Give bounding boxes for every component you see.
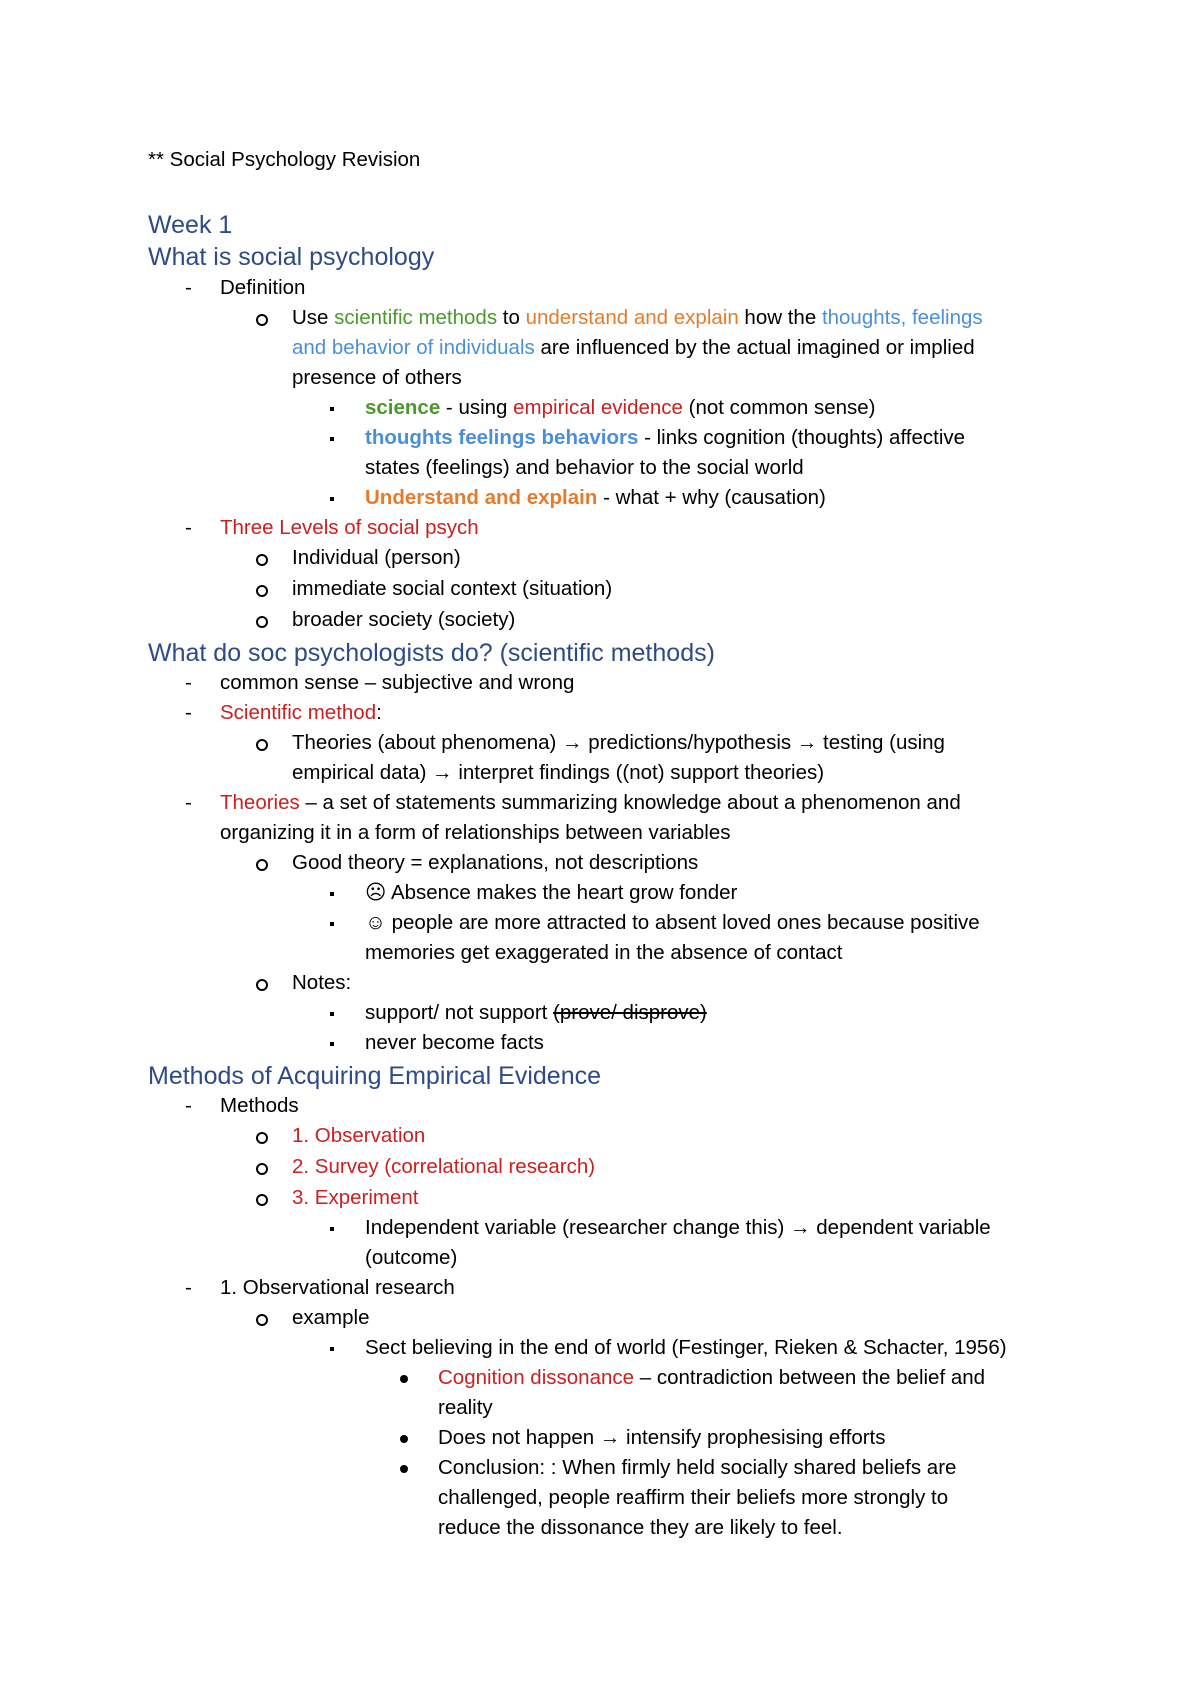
dash-marker: -	[185, 671, 192, 694]
theories-process-line-1: Theories (about phenomena) → predictions/hypothesis → testing (using	[292, 731, 945, 754]
circle-bullet-icon	[256, 1314, 268, 1326]
people-item-line-2: memories get exaggerated in the absence of contact	[365, 941, 843, 964]
circle-bullet-icon	[256, 314, 268, 326]
circle-bullet-icon	[256, 616, 268, 628]
square-bullet-icon	[330, 892, 334, 896]
dnh-item: Does not happen → intensify prophesising efforts	[438, 1426, 886, 1449]
iv-item-line-2: (outcome)	[365, 1246, 458, 1269]
understand-item: Understand and explain - what + why (causation)	[365, 486, 826, 509]
tfb-item-line-1: thoughts feelings behaviors - links cognition (thoughts) affective	[365, 426, 966, 449]
square-bullet-icon	[330, 1012, 334, 1016]
arrow-right-icon: →	[432, 761, 453, 784]
theories-process-line-2: empirical data) → interpret findings ((not) support theories)	[292, 761, 825, 784]
iv-item-line-1: Independent variable (researcher change this) → dependent variable	[365, 1216, 991, 1239]
definition-line-2: and behavior of individuals are influenced by the actual imagined or implied	[292, 336, 975, 359]
example-label: example	[292, 1306, 370, 1329]
observational-research-label: 1. Observational research	[220, 1276, 455, 1299]
people-item-line-1: ☺ people are more attracted to absent loved ones because positive	[365, 911, 980, 934]
dot-bullet-icon	[400, 1375, 408, 1383]
heading-methods: Methods of Acquiring Empirical Evidence	[148, 1062, 602, 1090]
common-sense-item: common sense – subjective and wrong	[220, 671, 575, 694]
arrow-right-icon: →	[562, 731, 583, 754]
definition-line-1: Use scientific methods to understand and explain how the thoughts, feelings	[292, 306, 983, 329]
arrow-right-icon: →	[796, 731, 818, 754]
circle-bullet-icon	[256, 739, 268, 751]
level-item: immediate social context (situation)	[292, 577, 613, 600]
circle-bullet-icon	[256, 1194, 268, 1206]
good-theory-item: Good theory = explanations, not descriptions	[292, 851, 699, 874]
circle-bullet-icon	[256, 979, 268, 991]
level-item: Individual (person)	[292, 546, 461, 569]
tfb-item-line-2: states (feelings) and behavior to the social world	[365, 456, 804, 479]
arrow-right-icon: →	[790, 1216, 811, 1239]
heading-what-do: What do soc psychologists do? (scientific methods)	[148, 639, 715, 667]
square-bullet-icon	[330, 1347, 334, 1351]
conclusion-line-1: Conclusion: : When firmly held socially shared beliefs are	[438, 1456, 957, 1479]
circle-bullet-icon	[256, 1163, 268, 1175]
support-item: support/ not support (prove/ disprove)	[365, 1001, 707, 1024]
cd-item-line-1: Cognition dissonance – contradiction between the belief and	[438, 1366, 986, 1389]
levels-label: Three Levels of social psych	[220, 516, 479, 539]
circle-bullet-icon	[256, 1132, 268, 1144]
circle-bullet-icon	[256, 585, 268, 597]
square-bullet-icon	[330, 1227, 334, 1231]
dot-bullet-icon	[400, 1435, 408, 1443]
sad-face-icon: ☹	[365, 881, 387, 904]
level-item: broader society (society)	[292, 608, 516, 631]
circle-bullet-icon	[256, 859, 268, 871]
dash-marker: -	[185, 791, 192, 814]
dash-marker: -	[185, 1276, 192, 1299]
sect-item: Sect believing in the end of world (Festinger, Rieken & Schacter, 1956)	[365, 1336, 1007, 1359]
square-bullet-icon	[330, 437, 334, 441]
absence-item: ☹ Absence makes the heart grow fonder	[365, 881, 738, 904]
method-item: 1. Observation	[292, 1124, 426, 1147]
heading-week: Week 1	[148, 211, 233, 239]
science-item: science - using empirical evidence (not common sense)	[365, 396, 876, 419]
scientific-method-label: Scientific method:	[220, 701, 382, 724]
square-bullet-icon	[330, 922, 334, 926]
method-item: 3. Experiment	[292, 1186, 419, 1209]
dash-marker: -	[185, 701, 192, 724]
square-bullet-icon	[330, 1042, 334, 1046]
cd-item-line-2: reality	[438, 1396, 493, 1419]
conclusion-line-2: challenged, people reaffirm their beliefs more strongly to	[438, 1486, 949, 1509]
dash-marker: -	[185, 276, 192, 299]
square-bullet-icon	[330, 407, 334, 411]
document-title: ** Social Psychology Revision	[148, 148, 421, 171]
dot-bullet-icon	[400, 1465, 408, 1473]
method-item: 2. Survey (correlational research)	[292, 1155, 596, 1178]
happy-face-icon: ☺	[365, 911, 386, 934]
theories-def-line-1: Theories – a set of statements summarizing knowledge about a phenomenon and	[220, 791, 961, 814]
circle-bullet-icon	[256, 554, 268, 566]
arrow-right-icon: →	[599, 1426, 621, 1449]
never-facts-item: never become facts	[365, 1031, 544, 1054]
theories-def-line-2: organizing it in a form of relationships between variables	[220, 821, 731, 844]
dash-marker: -	[185, 1094, 192, 1117]
definition-label: Definition	[220, 276, 306, 299]
heading-what-is: What is social psychology	[148, 243, 435, 271]
notes-label: Notes:	[292, 971, 352, 994]
conclusion-line-3: reduce the dissonance they are likely to feel.	[438, 1516, 843, 1539]
methods-label: Methods	[220, 1094, 299, 1117]
square-bullet-icon	[330, 497, 334, 501]
definition-line-3: presence of others	[292, 366, 462, 389]
dash-marker: -	[185, 516, 192, 539]
